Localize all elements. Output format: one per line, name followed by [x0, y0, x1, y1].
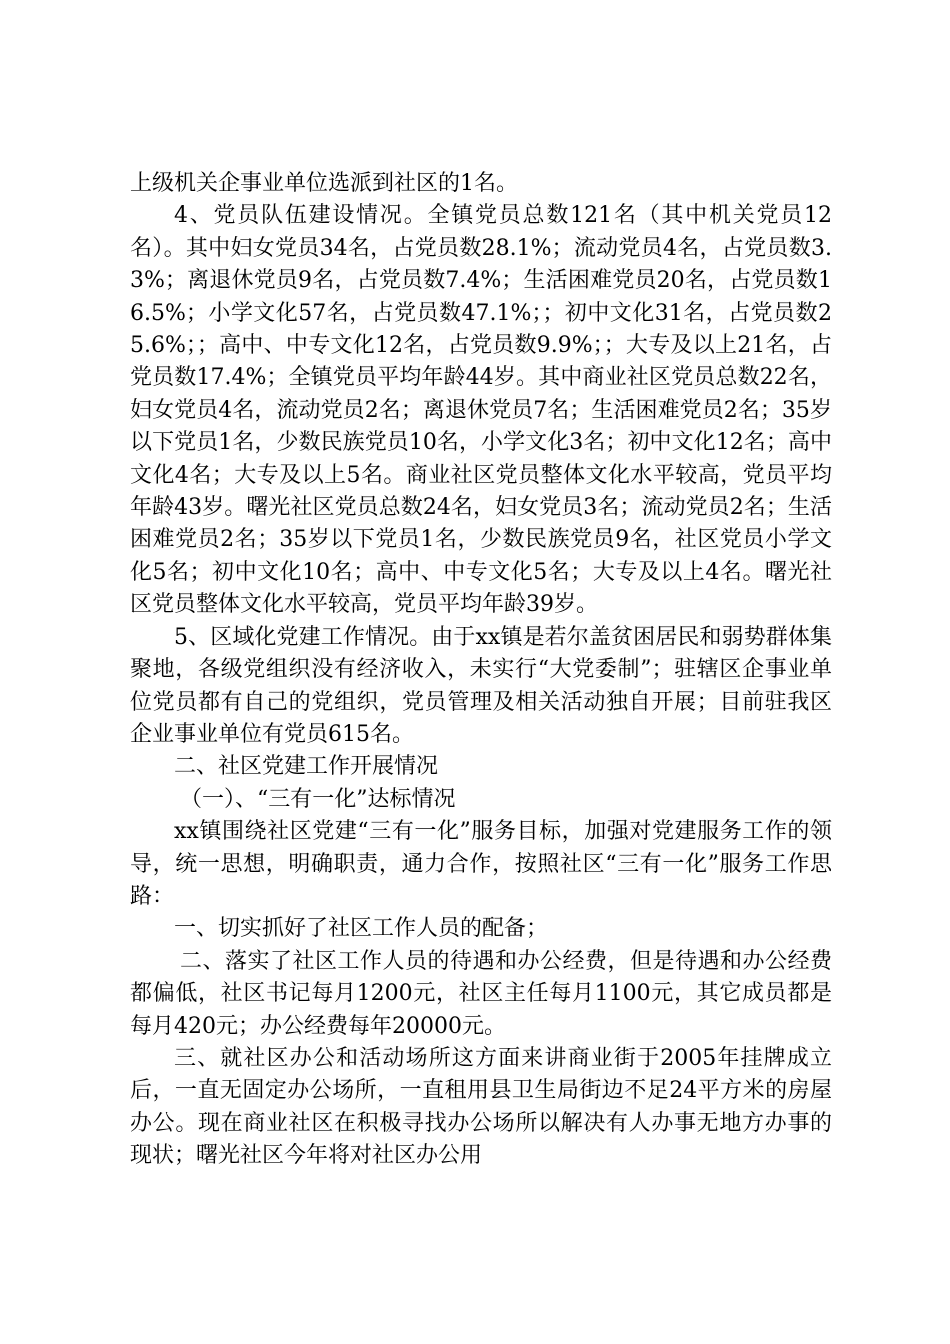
- paragraph-party-members: 4、党员队伍建设情况。全镇党员总数121名（其中机关党员12名）。其中妇女党员34名，占党员数28.1%；流动党员4名，占党员数3.3%；离退休党员9名，占党员数7.4%；生活困难党员20名，占党员数16.5%；小学文化57名，占党员数47.1%；；初中文化31名，占党员数25.6%；；高中、中专文化12名，占党员数9.9%；；大专及以上21名，占党员数17.4%；全镇党员平均年龄44岁。其中商业社区党员总数22名，妇女党员4名，流动党员2名；离退休党员7名；生活困难党员2名；35岁以下党员1名，少数民族党员10名，小学文化3名；初中文化12名；高中文化4名；大专及以上5名。商业社区党员整体文化水平较高，党员平均年龄43岁。曙光社区党员总数24名，妇女党员3名；流动党员2名；生活困难党员2名；35岁以下党员1名，少数民族党员9名，社区党员小学文化5名；初中文化10名；高中、中专文化5名；大专及以上4名。曙光社区党员整体文化水平较高，党员平均年龄39岁。: [130, 203, 832, 618]
- list-item-funding: 二、落实了社区工作人员的待遇和办公经费，但是待遇和办公经费都偏低，社区书记每月1200元，社区主任每月1100元，其它成员都是每月420元；办公经费每年20000元。: [130, 948, 832, 1039]
- list-item-office-space: 三、就社区办公和活动场所这方面来讲商业街于2005年挂牌成立后，一直无固定办公场所，一直租用县卫生局街边不足24平方米的房屋办公。现在商业社区在积极寻找办公场所以解决有人办事无地方办事的现状；曙光社区今年将对社区办公用: [130, 1045, 832, 1169]
- document-body: [130, 168, 832, 1173]
- paragraph-continuation: 上级机关企事业单位选派到社区的1名。: [130, 171, 518, 196]
- paragraph-regional-party-building: 5、区域化党建工作情况。由于xx镇是若尔盖贫困居民和弱势群体集聚地，各级党组织没有经济收入，未实行“大党委制”；驻辖区企事业单位党员都有自己的党组织，党员管理及相关活动独自开展；目前驻我区企业事业单位有党员615名。: [130, 624, 832, 747]
- subsection-heading-standards: （一）、“三有一化”达标情况: [180, 786, 456, 812]
- section-heading-community-work: 二、社区党建工作开展情况: [174, 754, 439, 780]
- paragraph-service-goals: xx镇围绕社区党建“三有一化”服务目标，加强对党建服务工作的领导，统一思想，明确职责，通力合作，按照社区“三有一化”服务工作思路：: [130, 819, 832, 909]
- list-item-staffing: 一、切实抓好了社区工作人员的配备；: [174, 916, 549, 942]
